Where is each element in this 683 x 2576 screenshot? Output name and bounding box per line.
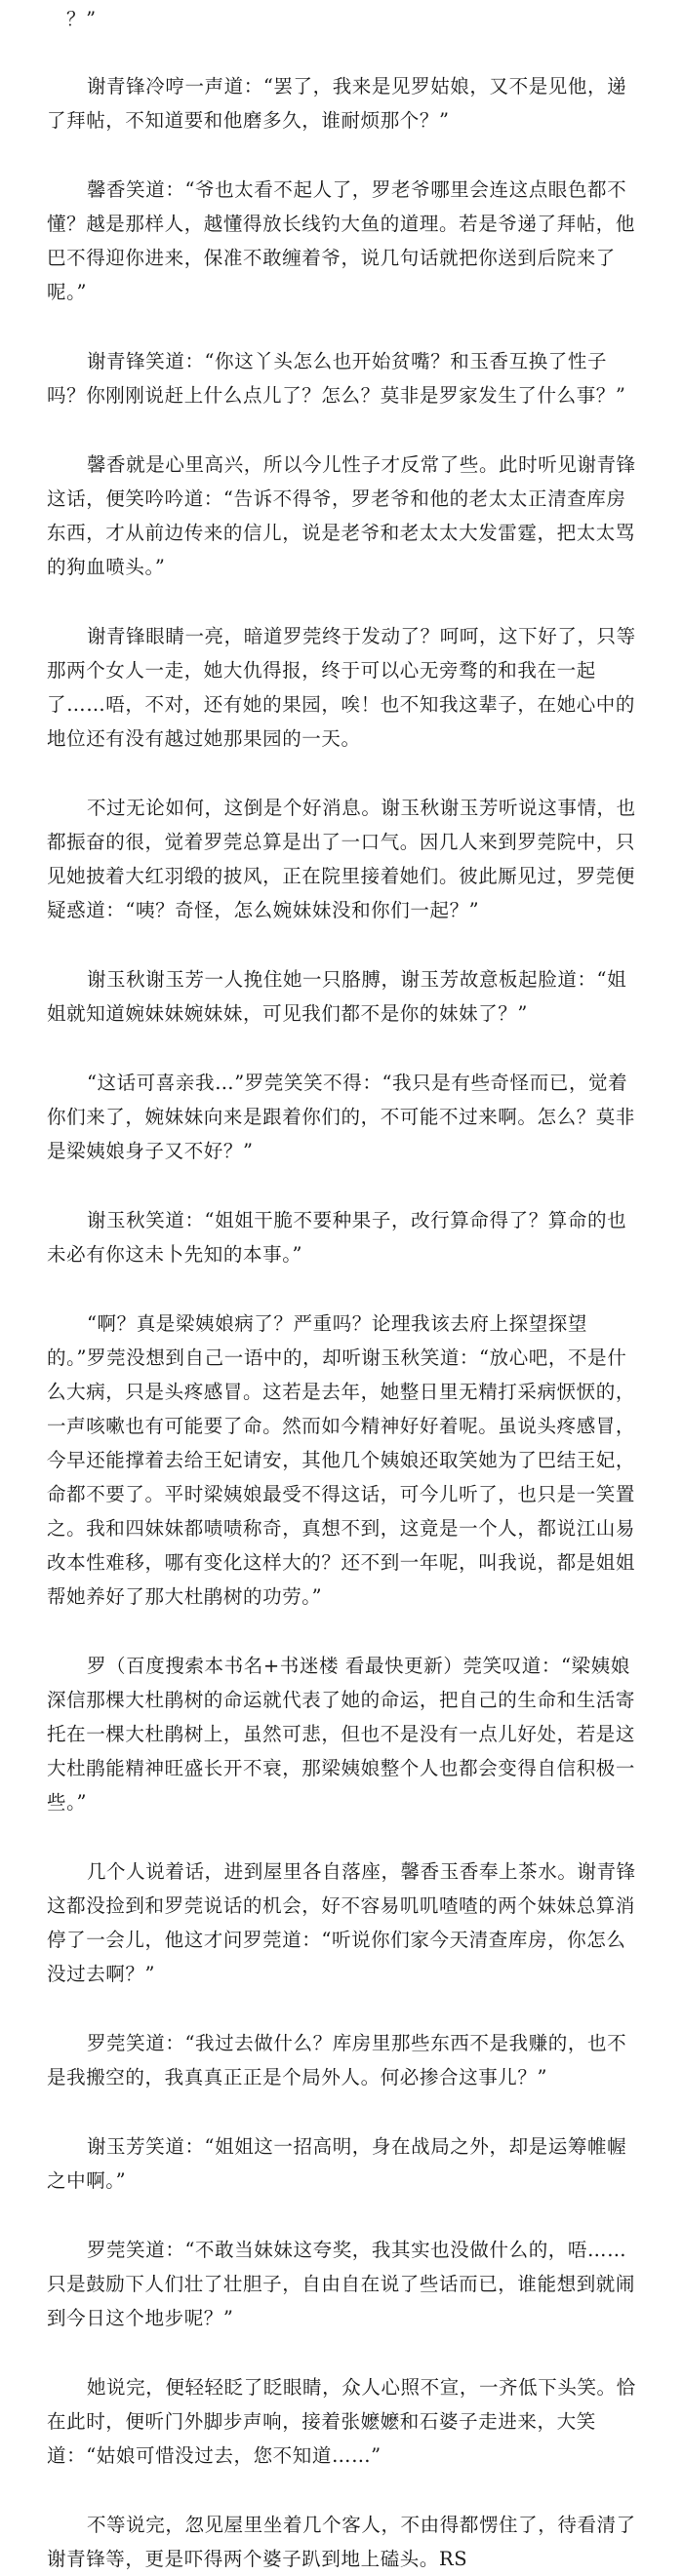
paragraph: 谢青锋冷哼一声道：“罢了，我来是见罗姑娘，又不是见他，递了拜帖，不知道要和他磨多久，谁耐烦那个？” <box>47 75 627 132</box>
paragraph: 谢玉芳笑道：“姐姐这一招高明，身在战局之外，却是运筹帷幄之中啊。” <box>47 2135 627 2192</box>
paragraph: “这话可喜亲我…”罗莞笑笑不得：“我只是有些奇怪而已，觉着你们来了，婉妹妹向来是跟着你们的，不可能不过来啊。怎么？莫非是梁姨娘身子又不好？” <box>47 1072 636 1162</box>
paragraph: 她说完，便轻轻眨了眨眼睛，众人心照不宣，一齐低下头笑。恰在此时，便听门外脚步声响，接着张嬷嬷和石婆子走进来，大笑道：“姑娘可惜没过去，您不知道……” <box>47 2376 636 2467</box>
paragraph: 馨香笑道：“爷也太看不起人了，罗老爷哪里会连这点眼色都不懂？越是那样人，越懂得放长线钓大鱼的道理。若是爷递了拜帖，他巴不得迎你进来，保准不敢缠着爷，说几句话就把你送到后院来了呢。” <box>47 178 636 303</box>
paragraph: 不等说完，忽见屋里坐着几个客人，不由得都愣住了，待看清了谢青锋等，更是吓得两个婆子趴到地上磕头。RS <box>47 2514 636 2570</box>
paragraph: 谢玉秋笑道：“姐姐干脆不要种果子，改行算命得了？算命的也未必有你这未卜先知的本事。” <box>47 1209 627 1266</box>
paragraph: 罗莞笑道：“我过去做什么？库房里那些东西不是我赚的，也不是我搬空的，我真真正正是个局外人。何必掺合这事儿？” <box>47 2032 627 2088</box>
paragraph: 谢玉秋谢玉芳一人挽住她一只胳膊，谢玉芳故意板起脸道：“姐姐就知道婉妹妹婉妹妹，可见我们都不是你的妹妹了？” <box>47 968 627 1025</box>
paragraph: 谢青锋笑道：“你这丫头怎么也开始贫嘴？和玉香互换了性子吗？你刚刚说赶上什么点儿了？怎么？莫非是罗家发生了什么事？” <box>47 350 626 407</box>
paragraph: 不过无论如何，这倒是个好消息。谢玉秋谢玉芳听说这事情，也都振奋的很，觉着罗莞总算是出了一口气。因几人来到罗莞院中，只见她披着大红羽缎的披风，正在院里接着她们。彼此厮见过，罗莞便疑惑道：“咦？奇怪，怎么婉妹妹没和你们一起？” <box>47 797 636 921</box>
paragraph: 馨香就是心里高兴，所以今儿性子才反常了些。此时听见谢青锋这话，便笑吟吟道：“告诉不得爷，罗老爷和他的老太太正清查库房东西，才从前边传来的信儿，说是老爷和老太太大发雷霆，把太太骂的狗血喷头。” <box>47 453 636 578</box>
paragraph: “啊？真是梁姨娘病了？严重吗？论理我该去府上探望探望的。”罗莞没想到自己一语中的，却听谢玉秋笑道：“放心吧，不是什么大病，只是头疼感冒。这若是去年，她整日里无精打采病恹恹的，一声咳嗽也有可能要了命。然而如今精神好好着呢。虽说头疼感冒，今早还能撑着去给王妃请安，其他几个姨娘还取笑她为了巴结王妃，命都不要了。平时梁姨娘最受不得这话，可今儿听了，也只是一笑置之。我和四妹妹都啧啧称奇，真想不到，这竟是一个人，都说江山易改本性难移，哪有变化这样大的？还不到一年呢，叫我说，都是姐姐帮她养好了那大杜鹃树的功劳。” <box>47 1312 636 1608</box>
paragraph: 罗（百度搜索本书名+书迷楼 看最快更新）莞笑叹道：“梁姨娘深信那棵大杜鹃树的命运就代表了她的命运，把自己的生命和生活寄托在一棵大杜鹃树上，虽然可悲，但也不是没有一点儿好处，若是这大杜鹃能精神旺盛长开不衰，那梁姨娘整个人也都会变得自信积极一些。” <box>47 1655 636 1814</box>
paragraph: 罗莞笑道：“不敢当妹妹这夸奖，我其实也没做什么的，唔……只是鼓励下人们壮了壮胆子，自由自在说了些话而已，谁能想到就闹到今日这个地步呢？” <box>47 2239 636 2329</box>
paragraph: 谢青锋眼睛一亮，暗道罗莞终于发动了？呵呵，这下好了，只等那两个女人一走，她大仇得报，终于可以心无旁骛的和我在一起了……唔，不对，还有她的果园，唉！也不知我这辈子，在她心中的地位还有没有越过她那果园的一天。 <box>47 625 636 750</box>
paragraph: ？” <box>66 8 97 30</box>
paragraph: 几个人说着话，进到屋里各自落座，馨香玉香奉上茶水。谢青锋这都没捡到和罗莞说话的机会，好不容易叽叽喳喳的两个妹妹总算消停了一会儿，他这才问罗莞道：“听说你们家今天清查库房，你怎么没过去啊？” <box>47 1860 636 1985</box>
